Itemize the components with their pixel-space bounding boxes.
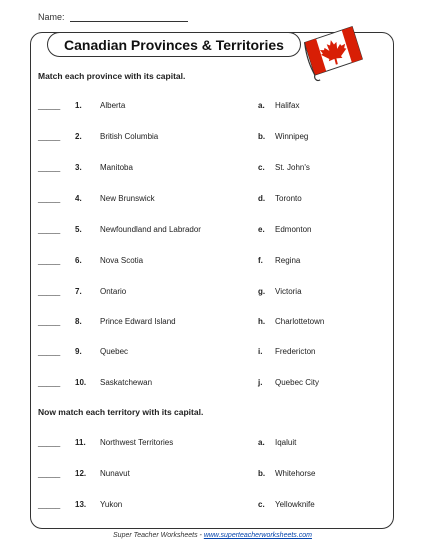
item-number: 3. (75, 163, 82, 172)
footer-link[interactable]: www.superteacherworksheets.com (203, 532, 312, 539)
province-name: Manitoba (100, 163, 133, 172)
answer-blank[interactable]: _____ (38, 469, 61, 478)
capital-name: St. John's (275, 163, 310, 172)
capital-letter: h. (258, 317, 266, 326)
capital-letter: g. (258, 287, 266, 296)
item-number: 1. (75, 101, 82, 110)
matching-row (0, 438, 425, 450)
name-line[interactable] (70, 12, 188, 22)
answer-blank[interactable]: _____ (38, 317, 61, 326)
capital-letter: b. (258, 132, 266, 141)
province-name: Ontario (100, 287, 127, 296)
capital-letter: e. (258, 225, 265, 234)
capital-letter: a. (258, 101, 265, 110)
matching-row (0, 101, 425, 113)
answer-blank[interactable]: _____ (38, 163, 61, 172)
section-2-heading: Now match each territory with its capital. (38, 407, 204, 417)
matching-row (0, 347, 425, 359)
item-number: 5. (75, 225, 82, 234)
answer-blank[interactable]: _____ (38, 438, 61, 447)
item-number: 12. (75, 469, 87, 478)
item-number: 10. (75, 378, 87, 387)
province-name: British Columbia (100, 132, 159, 141)
page-title-text: Canadian Provinces & Territories (64, 36, 284, 53)
matching-row (0, 256, 425, 268)
capital-name: Halifax (275, 101, 300, 110)
answer-blank[interactable]: _____ (38, 500, 61, 509)
capital-letter: a. (258, 438, 265, 447)
item-number: 7. (75, 287, 82, 296)
answer-blank[interactable]: _____ (38, 287, 61, 296)
province-name: Newfoundland and Labrador (100, 225, 201, 234)
name-field (38, 12, 188, 22)
matching-row (0, 194, 425, 206)
capital-name: Charlottetown (275, 317, 325, 326)
item-number: 9. (75, 347, 82, 356)
answer-blank[interactable]: _____ (38, 378, 61, 387)
capital-name: Quebec City (275, 378, 320, 387)
province-name: Quebec (100, 347, 129, 356)
footer-brand: Super Teacher Worksheets (113, 532, 198, 539)
section-1-heading: Match each province with its capital. (38, 71, 186, 81)
province-name: Prince Edward Island (100, 317, 176, 326)
province-name: Nova Scotia (100, 256, 144, 265)
footer-separator: - (197, 532, 204, 539)
answer-blank[interactable]: _____ (38, 101, 61, 110)
answer-blank[interactable]: _____ (38, 225, 61, 234)
capital-name: Toronto (275, 194, 302, 203)
matching-row (0, 163, 425, 175)
capital-name: Victoria (275, 287, 302, 296)
answer-blank[interactable]: _____ (38, 194, 61, 203)
capital-letter: d. (258, 194, 266, 203)
capital-name: Whitehorse (275, 469, 316, 478)
matching-row (0, 225, 425, 237)
territory-name: Northwest Territories (100, 438, 174, 447)
canada-flag-maple-leaf-icon (302, 22, 364, 84)
province-name: Alberta (100, 101, 126, 110)
item-number: 4. (75, 194, 82, 203)
province-name: New Brunswick (100, 194, 155, 203)
capital-letter: j. (258, 378, 263, 387)
capital-name: Iqaluit (275, 438, 297, 447)
answer-blank[interactable]: _____ (38, 132, 61, 141)
capital-letter: c. (258, 500, 265, 509)
matching-row (0, 132, 425, 144)
answer-blank[interactable]: _____ (38, 347, 61, 356)
capital-letter: i. (258, 347, 263, 356)
item-number: 11. (75, 438, 86, 447)
capital-name: Fredericton (275, 347, 316, 356)
territory-name: Yukon (100, 500, 123, 509)
footer (0, 532, 425, 539)
matching-row (0, 378, 425, 390)
item-number: 6. (75, 256, 82, 265)
capital-name: Regina (275, 256, 301, 265)
item-number: 2. (75, 132, 82, 141)
matching-row (0, 469, 425, 481)
answer-blank[interactable]: _____ (38, 256, 61, 265)
capital-name: Edmonton (275, 225, 312, 234)
capital-letter: c. (258, 163, 265, 172)
matching-row (0, 287, 425, 299)
item-number: 8. (75, 317, 82, 326)
capital-letter: b. (258, 469, 266, 478)
capital-name: Yellowknife (275, 500, 315, 509)
matching-row (0, 500, 425, 512)
capital-letter: f. (258, 256, 263, 265)
item-number: 13. (75, 500, 87, 509)
name-label: Name: (38, 12, 65, 22)
province-name: Saskatchewan (100, 378, 153, 387)
territory-name: Nunavut (100, 469, 130, 478)
matching-row (0, 317, 425, 329)
page-title (47, 32, 301, 57)
capital-name: Winnipeg (275, 132, 309, 141)
